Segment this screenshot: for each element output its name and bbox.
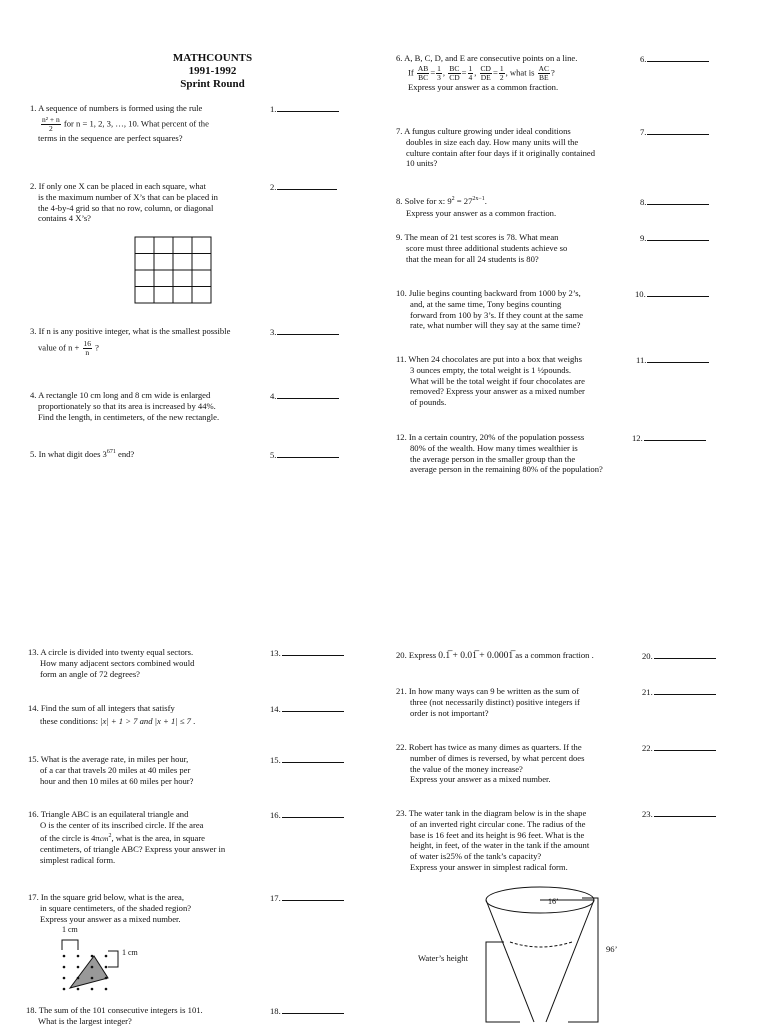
question-15: 15. What is the average rate, in miles per hour, of a car that travels 20 miles at 40 miles per hour and then 10 miles at 60 miles per hour? <box>28 754 194 786</box>
answer-blank-5[interactable]: 5. <box>270 449 339 460</box>
answer-blank-7[interactable]: 7. <box>640 126 709 137</box>
answer-blank-8[interactable]: 8. <box>640 196 709 207</box>
answer-blank-11[interactable]: 11. <box>636 354 709 365</box>
answer-blank-1[interactable]: 1. <box>270 103 339 114</box>
answer-blank-15[interactable]: 15. <box>270 754 344 765</box>
water-height-label: Water’s height <box>418 953 468 963</box>
question-20: 20. Express 0.1̅ + 0.01̅ + 0.0001̅ as a common fraction . <box>396 650 594 661</box>
answer-blank-10[interactable]: 10. <box>635 288 709 299</box>
answer-blank-23[interactable]: 23. <box>642 808 716 819</box>
answer-blank-16[interactable]: 16. <box>270 809 344 820</box>
question-18: 18. The sum of the 101 consecutive integers is 101. What is the largest integer? <box>26 1005 203 1026</box>
question-9: 9. The mean of 21 test scores is 78. What mean score must three additional students achieve so that the mean for all 24 students is 80? <box>396 232 568 264</box>
answer-blank-21[interactable]: 21. <box>642 686 716 697</box>
question-12: 12. In a certain country, 20% of the population possess 80% of the wealth. How many times wealthier is the average person in the smaller group than the average person in the remaining 80% of the population? <box>396 432 603 475</box>
question-14: 14. Find the sum of all integers that satisfy these conditions: |x| + 1 > 7 and |x + 1| ≤ 7 . <box>28 703 196 726</box>
contest-years: 1991-1992 <box>188 65 237 77</box>
question-5: 5. In what digit does $3^{671}$ end? <box>30 449 135 459</box>
question-23: 23. The water tank in the diagram below is in the shape of an inverted right circular cone. The radius of the base is 16 feet and its height is 96 feet. What is the height, in feet, of the water in the tank if the amount of water is25% of the tank’s capacity? Express your answer in simplest radical form. <box>396 808 590 872</box>
question-22: 22. Robert has twice as many dimes as quarters. If the number of dimes is reversed, by what percent does the value of the money increase? Express your answer as a mixed number. <box>396 742 585 785</box>
answer-blank-13[interactable]: 13. <box>270 647 344 658</box>
answer-blank-3[interactable]: 3. <box>270 326 339 337</box>
height-label: 96’ <box>606 944 618 954</box>
shaded-region-grid <box>56 934 124 996</box>
fraction: $\frac{\text{n² + n}}{2}$ <box>42 114 60 133</box>
grid-label-side: 1 cm <box>122 948 138 957</box>
answer-blank-2[interactable]: 2. <box>270 181 337 192</box>
question-13: 13. A circle is divided into twenty equal sectors. How many adjacent sectors combined would form an angle of 72 degrees? <box>28 647 195 679</box>
answer-blank-6[interactable]: 6. <box>640 53 709 64</box>
grid-label-top: 1 cm <box>62 925 78 934</box>
answer-blank-22[interactable]: 22. <box>642 742 716 753</box>
four-by-four-grid <box>134 236 212 304</box>
answer-blank-9[interactable]: 9. <box>640 232 709 243</box>
round-name: Sprint Round <box>180 78 245 90</box>
question-17: 17. In the square grid below, what is the area, in square centimeters, of the shaded region? Express your answer as a mixed number. <box>28 892 192 924</box>
question-4: 4. A rectangle 10 cm long and 8 cm wide is enlarged proportionately so that its area is increased by 44%. Find the length, in centimeters, of the new rectangle. <box>30 390 220 422</box>
question-16: 16. Triangle ABC is an equilateral triangle and O is the center of its inscribed circle. If the area of the circle is 4πcm$^2$, what is the area, in square centimeters, of triangle ABC? Express your answer in simplest radical form. <box>28 809 226 866</box>
answer-blank-18[interactable]: 18. <box>270 1005 344 1016</box>
fraction: $\frac{1}{2}$ <box>499 63 504 82</box>
fraction: $\frac{1}{4}$ <box>468 63 473 82</box>
question-1: 1. A sequence of numbers is formed using the rule $\frac{\text{n² + n}}{2}$ for n = 1, 2, 3, …, 10. What percent of the terms in the sequence are perfect squares? <box>30 103 209 143</box>
fraction: $\frac{AB}{BC}$ <box>417 63 429 82</box>
question-6: 6. A, B, C, D, and E are consecutive points on a line. If $\frac{AB}{BC}$ = $\frac{1}{3}$ , $\frac{BC}{CD}$ = $\frac{1}{4}$ , $\frac{CD}{DE}$ = $\frac{1}{2}$ , what is $\frac{AC}{BE}$ ? Express your answer as a common fraction. <box>396 53 578 92</box>
question-10: 10. Julie begins counting backward from 1000 by 2’s, and, at the same time, Tony begins counting forward from 100 by 3’s. If they count at the same rate, what number will they say at the same time? <box>396 288 584 331</box>
question-2: 2. If only one X can be placed in each square, what is the maximum number of X’s that can be placed in the 4-by-4 grid so that no row, column, or diagonal contains 4 X’s? <box>30 181 218 224</box>
answer-blank-14[interactable]: 14. <box>270 703 344 714</box>
worksheet-header <box>140 52 285 91</box>
question-8: 8. Solve for x: $9^2 = 27^{2x-1}$. Express your answer as a common fraction. <box>396 196 557 218</box>
contest-title: MATHCOUNTS <box>172 52 253 64</box>
fraction: $\frac{16}{n}$ <box>83 338 92 357</box>
fraction: $\frac{BC}{CD}$ <box>449 63 460 82</box>
question-7: 7. A fungus culture growing under ideal conditions doubles in size each day. How many units will the culture contain after four days if it originally contained 10 units? <box>396 126 595 169</box>
answer-blank-4[interactable]: 4. <box>270 390 339 401</box>
question-21: 21. In how many ways can 9 be written as the sum of three (not necessarily distinct) positive integers if order is not important? <box>396 686 580 718</box>
fraction: $\frac{CD}{DE}$ <box>480 63 491 82</box>
radius-label: 16’ <box>548 897 559 906</box>
question-11: 11. When 24 chocolates are put into a box that weighs 3 ounces empty, the total weight is 1 ½pounds. What will be the total weight if four chocolates are removed? Express your answer as a mixed number of pounds. <box>396 354 585 408</box>
answer-blank-12[interactable]: 12. <box>632 432 706 443</box>
fraction: $\frac{AC}{BE}$ <box>538 63 550 82</box>
answer-blank-17[interactable]: 17. <box>270 892 344 903</box>
question-3: 3. If n is any positive integer, what is the smallest possible value of n + $\frac{16}{n}$ ? <box>30 326 231 357</box>
answer-blank-20[interactable]: 20. <box>642 650 716 661</box>
fraction: $\frac{1}{3}$ <box>437 63 441 82</box>
